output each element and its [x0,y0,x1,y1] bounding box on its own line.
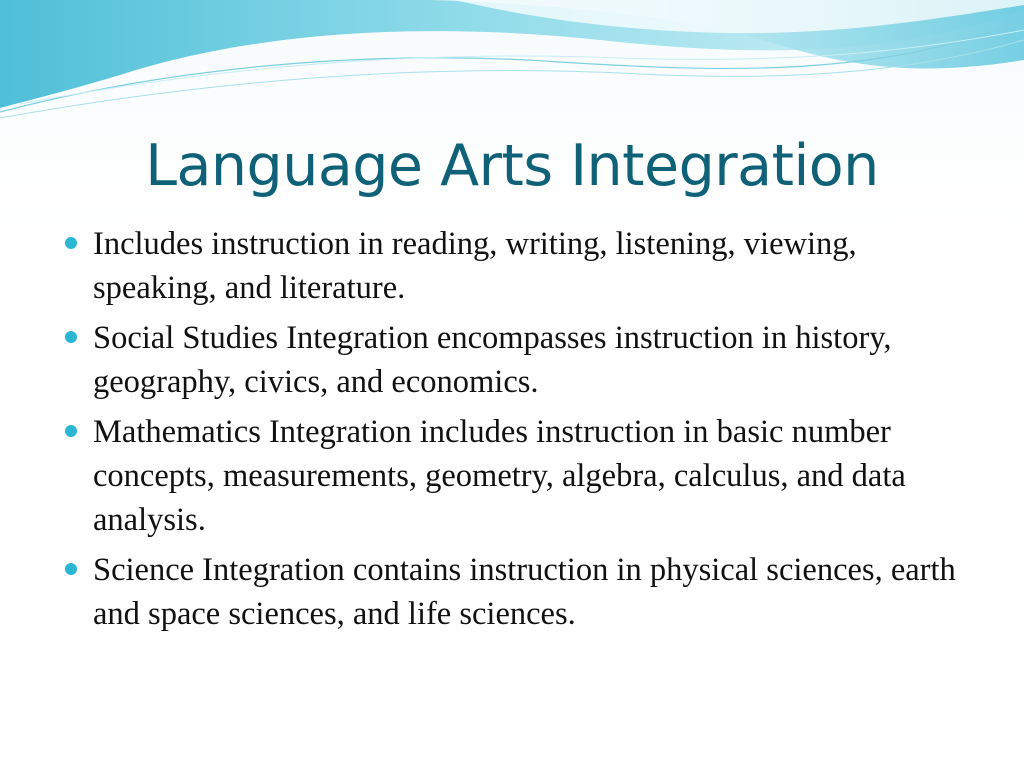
bullet-dot-icon [65,425,77,437]
bullet-dot-icon [65,563,77,575]
bullet-text: Includes instruction in reading, writing, listening, viewing, speaking, and literature. [93,226,857,306]
bullet-list [60,222,970,642]
bullet-dot-icon [65,331,77,343]
wave-header-decoration [0,0,1024,130]
bullet-item [60,316,970,404]
bullet-text: Science Integration contains instruction in physical sciences, earth and space sciences, and life sciences. [93,552,956,632]
bullet-text: Social Studies Integration encompasses instruction in history, geography, civics, and economics. [93,320,892,400]
slide-title: Language Arts Integration [145,133,879,199]
bullet-dot-icon [65,237,77,249]
bullet-item [60,222,970,310]
bullet-text: Mathematics Integration includes instruction in basic number concepts, measurements, geometry, algebra, calculus, and data analysis. [93,414,906,538]
bullet-item [60,548,970,636]
bullet-item [60,410,970,542]
